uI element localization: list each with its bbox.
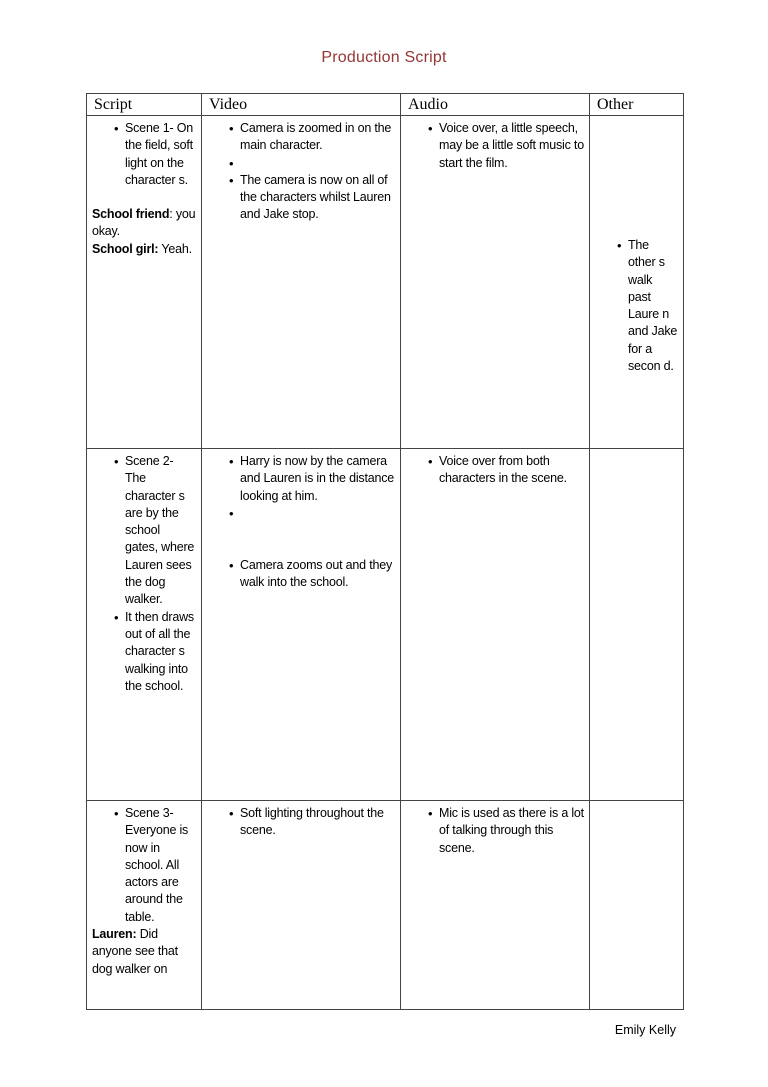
dialogue-line (92, 241, 196, 258)
script-cell (87, 116, 202, 449)
other-cell (590, 449, 684, 801)
dialogue-separator: : (169, 207, 173, 222)
audio-cell (401, 116, 590, 449)
header-video: Video (202, 94, 401, 116)
video-cell (202, 116, 401, 449)
production-script-table (86, 93, 684, 1010)
script-bullet: • Scene 1- On the field, soft light on the character s. (92, 120, 196, 189)
dialogue-speaker: School girl: (92, 241, 159, 256)
dialogue-line (92, 926, 196, 978)
table-row (87, 116, 684, 449)
dialogue-line (92, 206, 196, 241)
dialogue-text: Yeah. (158, 241, 192, 256)
dialogue-speaker: Lauren: (92, 927, 137, 942)
page-title: Production Script (321, 49, 447, 66)
script-bullet: • Scene 3- Everyone is now in school. All actors are around the table. (92, 805, 196, 926)
video-cell (202, 449, 401, 801)
audio-cell (401, 801, 590, 1010)
video-bullet: • The camera is now on all of the characters whilst Lauren and Jake stop. (207, 172, 395, 224)
table-row (87, 801, 684, 1010)
video-bullet: • Camera is zoomed in on the main character. (207, 120, 395, 155)
header-audio: Audio (401, 94, 590, 116)
author-name: Emily Kelly (614, 1023, 676, 1037)
other-bullet: • The other s walk past Laure n and Jake for a secon d. (595, 237, 678, 375)
dialogue-speaker: School friend (92, 207, 170, 222)
script-bullet: • Scene 2- The character s are by the school gates, where Lauren sees the dog walker. (92, 453, 196, 609)
script-cell (87, 449, 202, 801)
header-row (87, 94, 684, 116)
audio-cell (401, 449, 590, 801)
other-cell (590, 116, 684, 449)
script-bullet: • It then draws out of all the character s walking into the school. (92, 609, 196, 695)
video-bullet: • Soft lighting throughout the scene. (207, 805, 395, 840)
audio-bullet: • Voice over, a little speech, may be a little soft music to start the film. (406, 120, 584, 172)
other-cell (590, 801, 684, 1010)
video-bullet: • Camera zooms out and they walk into the school. (207, 557, 395, 592)
video-bullet: • Harry is now by the camera and Lauren is in the distance looking at him. (207, 453, 395, 505)
header-other: Other (590, 94, 684, 116)
script-cell (87, 801, 202, 1010)
header-script: Script (87, 94, 202, 116)
dialogue-text: you okay. (92, 207, 196, 239)
dialogue-text: Did anyone see that dog walker on (92, 927, 178, 976)
audio-bullet: • Voice over from both characters in the scene. (406, 453, 584, 488)
audio-bullet: • Mic is used as there is a lot of talking through this scene. (406, 805, 584, 857)
video-cell (202, 801, 401, 1010)
table-row (87, 449, 684, 801)
